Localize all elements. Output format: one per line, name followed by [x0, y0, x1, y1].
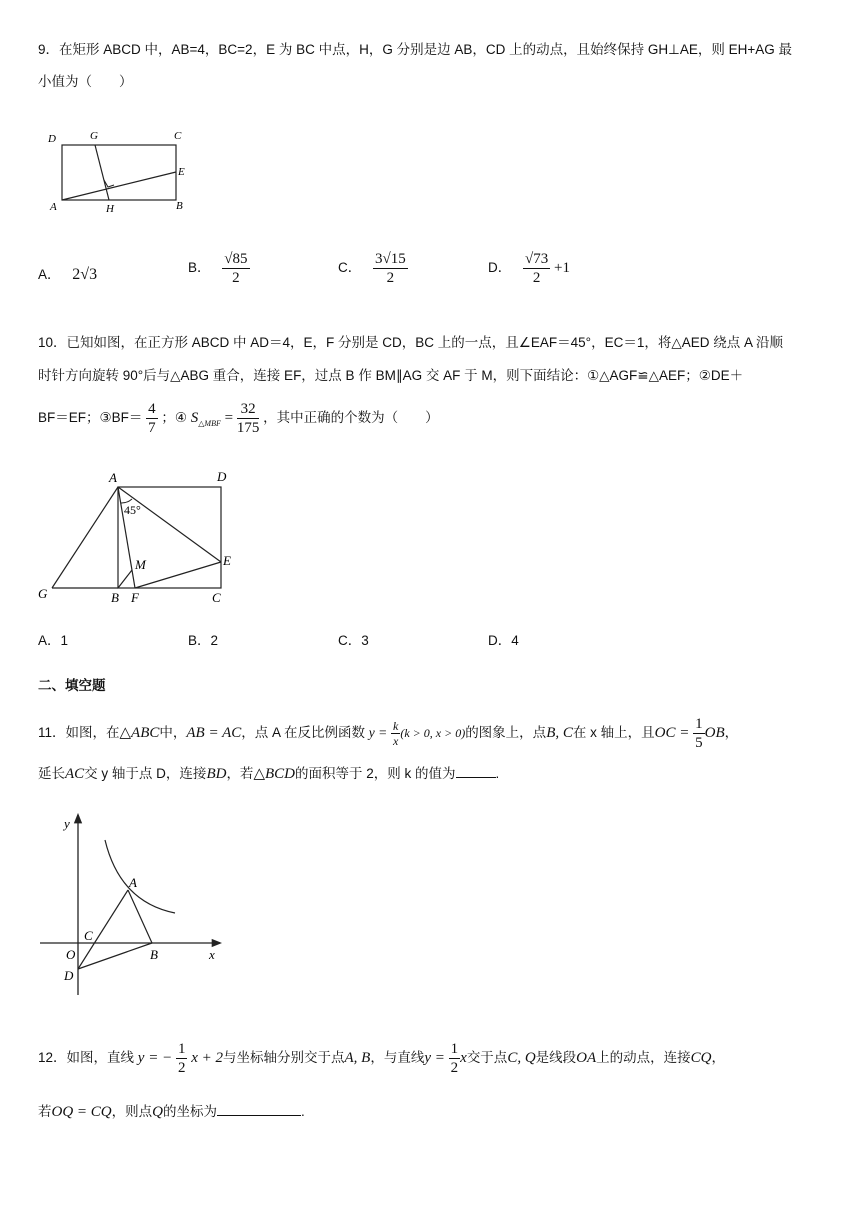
q12-l1-c: 与坐标轴分别交于点 — [223, 1050, 345, 1066]
q10-label-c: C — [212, 590, 221, 605]
q11-label-d: D — [64, 968, 74, 983]
q9-option-d-den: 2 — [532, 270, 541, 286]
q10-frac-area — [237, 400, 260, 437]
q11-l2-d: 的面积等于 2，则 k 的值为 — [294, 766, 456, 781]
q9-option-d[interactable] — [488, 250, 570, 287]
q9-stem-line1: 9．在矩形 ABCD 中，AB=4，BC=2，E 为 BC 中点，H，G 分别是边 AB，CD 上的动点，且始终保持 GH⊥AE，则 EH+AG 最 — [38, 42, 792, 57]
q12-stem-line2 — [38, 1100, 305, 1121]
q12-l2-q: Q — [152, 1104, 163, 1120]
q9-figure — [40, 125, 200, 220]
q12-frac2-num: 1 — [450, 1041, 459, 1057]
q11-frac-den: 5 — [695, 735, 703, 751]
q10-option-c[interactable]: C．3 — [338, 633, 369, 648]
q11-l1-b: 中， — [159, 725, 187, 741]
q10-frac-bf-num: 4 — [148, 401, 156, 417]
q12-l1-y: y = − — [137, 1050, 173, 1067]
q12-l1-cq: C, Q — [507, 1050, 536, 1067]
q12-l1-y2: y = — [424, 1050, 445, 1067]
q12-l1-h: ， — [711, 1050, 725, 1066]
q11-l2-tri: △BCD — [253, 766, 295, 782]
q11-l2-bd: BD — [206, 766, 227, 782]
q10-line3-s: S — [190, 410, 199, 427]
q10-label-g: G — [38, 586, 48, 601]
q10-line3-b: ；④ — [161, 410, 187, 426]
q11-label-b: B — [150, 947, 158, 962]
q9-option-b-prefix: B． — [188, 260, 211, 276]
q11-label-a: A — [129, 875, 137, 890]
q9-option-b-num: √85 — [224, 251, 248, 267]
q9-option-b[interactable] — [188, 250, 250, 287]
q10-label-angle: 45° — [124, 503, 141, 517]
q11-stem-line1 — [38, 715, 738, 752]
q11-l1-bc: B, C — [546, 725, 573, 742]
q11-answer-blank[interactable] — [456, 777, 496, 778]
q9-label-e: E — [178, 166, 185, 178]
q9-option-b-den: 2 — [232, 270, 240, 286]
q9-option-c[interactable] — [338, 250, 408, 287]
q12-l1-cq2: CQ — [690, 1050, 712, 1067]
q10-label-e: E — [223, 553, 231, 568]
q12-frac-half-2 — [449, 1040, 461, 1077]
q11-l2-c: ，若 — [226, 766, 254, 781]
q9-option-c-num: 3√15 — [375, 251, 406, 267]
q12-l2-a: 若 — [38, 1104, 52, 1119]
q10-option-b[interactable]: B．2 — [188, 633, 219, 648]
q12-l2-c: 的坐标为 — [162, 1104, 217, 1119]
q11-frac-one-fifth — [693, 715, 705, 752]
q10-label-a: A — [109, 470, 117, 485]
q10-frac-area-den: 175 — [236, 420, 260, 436]
q12-l1-x2: x — [460, 1050, 467, 1067]
section-title-fill-in: 二、填空题 — [38, 678, 106, 693]
q11-frac-num: 1 — [695, 716, 703, 732]
q9-option-d-tail: +1 — [554, 260, 570, 277]
q10-line3-sub: △MBF — [198, 418, 221, 428]
q12-l1-g: 上的动点，连接 — [596, 1050, 691, 1066]
q11-frac-x: x — [393, 734, 399, 748]
q11-l1-e: 在 x 轴上，且 — [572, 725, 655, 741]
q10-line3-eq: = — [224, 410, 234, 427]
q9-option-c-prefix: C． — [338, 260, 362, 276]
q10-label-d: D — [217, 469, 227, 484]
q11-l1-a: 11．如图，在 — [38, 725, 120, 741]
q9-label-d: D — [48, 133, 56, 145]
q12-l1-e: 交于点 — [466, 1050, 508, 1066]
q12-stem-line1 — [38, 1040, 725, 1077]
q10-option-a[interactable]: A．1 — [38, 633, 69, 648]
q11-l1-eq: AB = AC — [186, 725, 242, 742]
q11-l1-ob: OB — [704, 725, 725, 742]
q12-l1-d: ，与直线 — [370, 1050, 425, 1066]
q11-l2-ac: AC — [65, 766, 85, 782]
q12-frac-half-1 — [176, 1040, 188, 1077]
q11-l1-tri: △ABC — [119, 725, 160, 742]
q10-figure — [35, 465, 240, 605]
q12-l1-f: 是线段 — [535, 1050, 577, 1066]
q12-l1-ab: A, B — [344, 1050, 371, 1067]
q9-option-c-frac — [373, 250, 408, 287]
q10-frac-bf — [146, 400, 158, 437]
q9-option-b-frac — [222, 250, 249, 287]
q10-label-f: F — [131, 590, 139, 605]
q11-frac-k: k — [393, 719, 399, 733]
q12-frac2-den: 2 — [450, 1060, 459, 1076]
q11-label-x: x — [209, 947, 215, 962]
q10-option-d[interactable]: D．4 — [488, 633, 519, 648]
q10-line3-a: BF＝EF；③BF＝ — [38, 410, 143, 426]
q10-stem-line3 — [38, 400, 439, 437]
q12-answer-blank[interactable] — [217, 1115, 301, 1116]
q9-stem-line2: 小值为（ ） — [38, 74, 133, 89]
q11-frac-kx — [391, 719, 400, 748]
q9-label-b: B — [176, 200, 183, 212]
q9-option-d-frac — [523, 250, 550, 287]
q9-label-a: A — [50, 201, 57, 213]
q10-stem-line2: 时针方向旋转 90°后与△ABG 重合，连接 EF，过点 B 作 BM∥AG 交 AF 于 M，则下面结论：①△AGF≌△AEF；②DE＋ — [38, 368, 744, 383]
q11-l1-y: y = — [368, 725, 388, 741]
q9-label-c: C — [174, 130, 182, 142]
q12-l2-d: . — [300, 1104, 305, 1119]
q12-frac1-num: 1 — [177, 1041, 186, 1057]
q10-frac-bf-den: 7 — [148, 420, 156, 436]
q10-stem-line1: 10．已知如图，在正方形 ABCD 中 AD＝4，E，F 分别是 CD，BC 上的一点，且∠EAF＝45°，EC＝1，将△AED 绕点 A 沿顺 — [38, 335, 783, 350]
q9-option-d-prefix: D． — [488, 260, 512, 276]
q9-option-a-prefix: A． — [38, 267, 61, 282]
q11-l2-a: 延长 — [38, 766, 65, 781]
q11-l1-f: ， — [724, 725, 739, 741]
q9-option-a-value: 2√3 — [72, 266, 98, 283]
q9-label-g: G — [90, 130, 98, 142]
q10-label-b: B — [111, 590, 119, 605]
q11-l1-d: 的图象上，点 — [465, 725, 547, 741]
q11-label-o: O — [66, 947, 76, 962]
q11-label-y: y — [64, 816, 70, 831]
q11-l2-e: . — [495, 766, 500, 781]
q11-label-c: C — [84, 928, 93, 943]
q10-line3-c: ，其中正确的个数为（ ） — [263, 410, 439, 426]
q9-option-c-den: 2 — [386, 270, 395, 286]
q11-l1-cond: (k > 0, x > 0) — [400, 726, 466, 741]
q9-option-d-num: √73 — [525, 251, 549, 267]
q10-frac-area-num: 32 — [237, 400, 260, 419]
q9-label-h: H — [106, 203, 114, 215]
q11-stem-line2 — [38, 762, 499, 783]
q12-l2-b: ，则点 — [111, 1104, 153, 1119]
q12-l1-b: x + 2 — [191, 1050, 224, 1067]
q11-l2-b: 交 y 轴于点 D，连接 — [84, 766, 207, 781]
q12-l1-oa: OA — [576, 1050, 597, 1067]
q10-label-m: M — [135, 557, 146, 572]
q12-frac1-den: 2 — [177, 1060, 186, 1076]
q9-option-a[interactable] — [38, 263, 97, 284]
q11-l1-c: ，点 A 在反比例函数 — [241, 725, 365, 741]
q11-l1-oc: OC = — [654, 725, 690, 742]
q12-l2-eq: OQ = CQ — [51, 1104, 112, 1120]
q11-figure — [35, 810, 230, 1000]
q12-l1-a: 12．如图，直线 — [38, 1050, 135, 1066]
